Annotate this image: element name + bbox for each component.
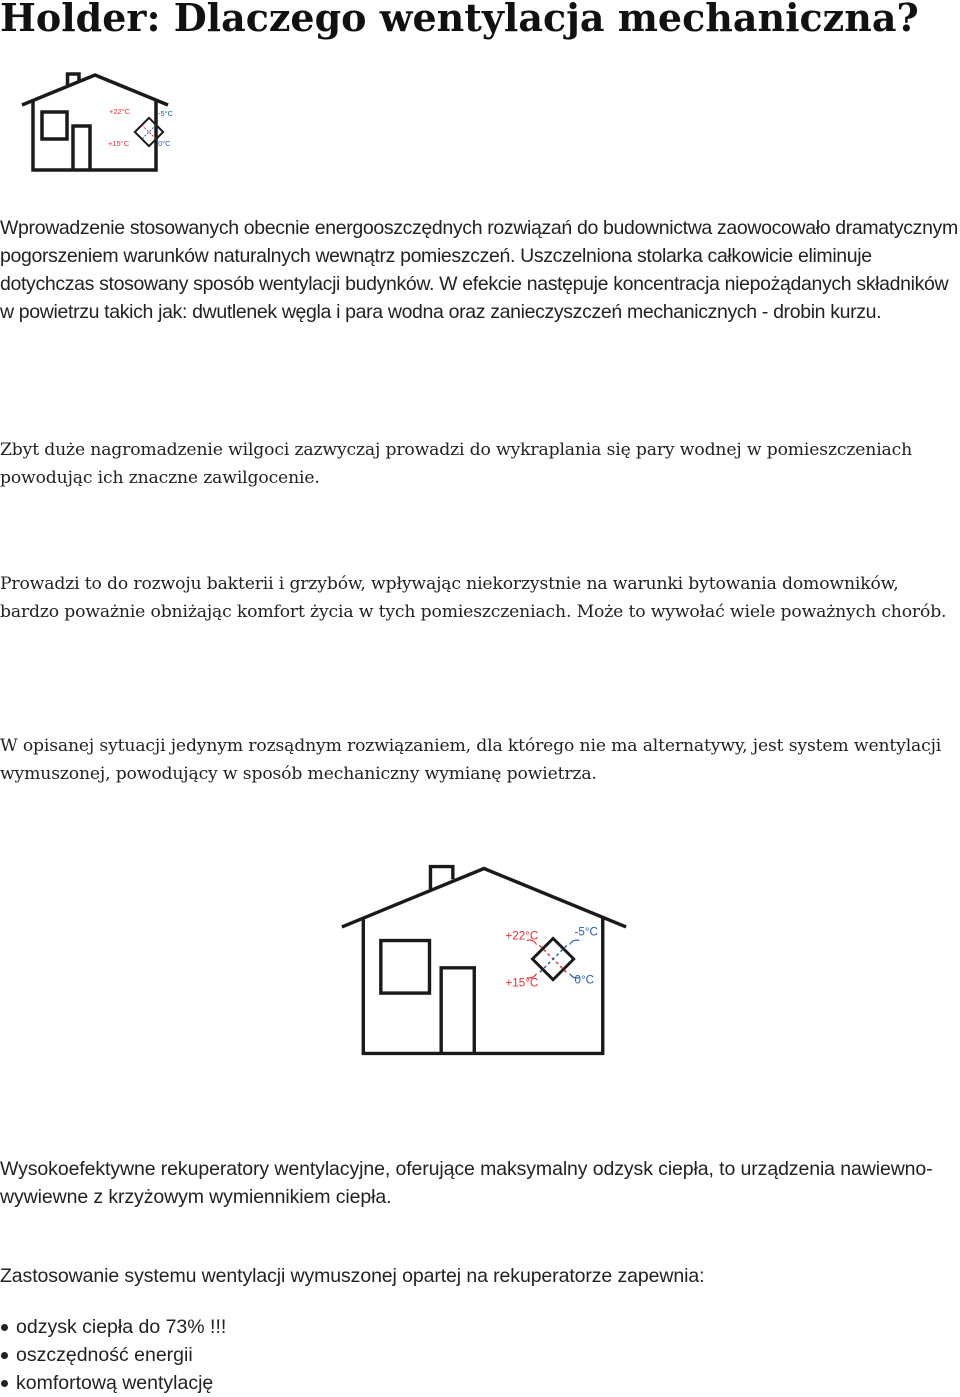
list-item bbox=[0, 1313, 226, 1341]
temp-label-outside-exhaust: 0°C bbox=[158, 139, 171, 148]
house-roof bbox=[22, 75, 168, 105]
house-walls bbox=[363, 918, 602, 1053]
intro-paragraph: Wprowadzenie stosowanych obecnie energooszczędnych rozwiązań do budownictwa zaowocowało dramatycznym pogorszeniem warunków naturalnych wewnątrz pomieszczeń. Uszczelniona stolarka całkowicie eliminuje dotychczas stosowany sposób wentylacji budynków. W efekcie następuje koncentracja niepożądanych składników w powietrzu takich jak: dwutlenek węgla i para wodna oraz zanieczyszczeń mechanicznych - drobin kurzu. bbox=[0, 217, 958, 323]
small-house-diagram bbox=[20, 72, 174, 172]
temp-label-inside-supply: +15°C bbox=[505, 976, 539, 990]
temp-label-outside-cold: -5°C bbox=[158, 109, 174, 118]
list-item-text: odzysk ciepła do 73% !!! bbox=[16, 1316, 227, 1338]
list-item-text: komfortową wentylację bbox=[16, 1372, 214, 1394]
solution-paragraph: W opisanej sytuacji jedynym rozsądnym rozwiązaniem, dla którego nie ma alternatywy, jest system wentylacji wymuszonej, powodujący w sposób mechaniczny wymianę powietrza. bbox=[0, 736, 942, 784]
large-house-diagram bbox=[338, 860, 630, 1060]
house-window bbox=[381, 941, 430, 994]
list-item-text: oszczędność energii bbox=[16, 1344, 193, 1366]
benefits-list bbox=[0, 1313, 226, 1397]
humidity-paragraph: Zbyt duże nagromadzenie wilgoci zazwyczaj prowadzi do wykraplania się pary wodnej w pomieszczeniach powodując ich znaczne zawilgocenie. bbox=[0, 440, 913, 488]
temp-label-inside-warm: +22°C bbox=[505, 929, 539, 943]
bullet-icon bbox=[1, 1352, 8, 1359]
list-item bbox=[0, 1341, 226, 1369]
recuperator-paragraph: Wysokoefektywne rekuperatory wentylacyjne, oferujące maksymalny odzysk ciepła, to urządzenia nawiewno-wywiewne z krzyżowym wymiennikiem ciepła. bbox=[0, 1158, 933, 1208]
bullet-icon bbox=[1, 1324, 8, 1331]
house-roof bbox=[342, 869, 626, 927]
page-title: Holder: Dlaczego wentylacja mechaniczna? bbox=[0, 0, 919, 40]
bullet-icon bbox=[1, 1380, 8, 1387]
temp-label-outside-cold: -5°C bbox=[574, 925, 599, 939]
house-door bbox=[441, 968, 474, 1054]
temp-label-inside-warm: +22°C bbox=[109, 107, 131, 116]
house-door bbox=[73, 126, 90, 170]
house-window bbox=[42, 112, 67, 139]
temp-label-outside-exhaust: 0°C bbox=[574, 973, 595, 987]
temp-label-inside-supply: +15°C bbox=[108, 139, 130, 148]
list-item bbox=[0, 1369, 226, 1397]
recuperator-icon bbox=[527, 938, 580, 979]
health-paragraph: Prowadzi to do rozwoju bakterii i grzybów, wpływając niekorzystnie na warunki bytowania domowników, bardzo poważnie obniżając komfort życia w tych pomieszczeniach. Może to wywołać wiele poważnych chorób. bbox=[0, 574, 947, 622]
benefits-intro: Zastosowanie systemu wentylacji wymuszonej opartej na rekuperatorze zapewnia: bbox=[0, 1265, 705, 1287]
